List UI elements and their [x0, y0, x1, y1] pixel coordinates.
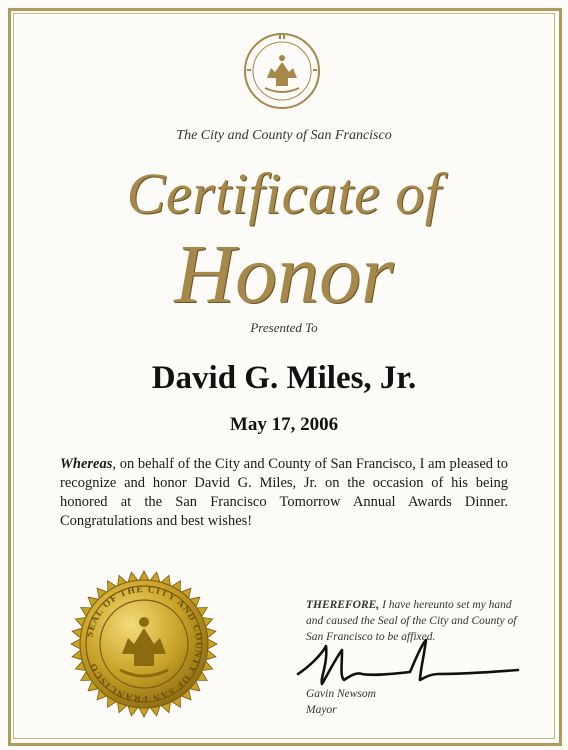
issuer-line: The City and County of San Francisco — [176, 128, 392, 143]
presented-to-label: Presented To — [250, 320, 318, 335]
handwritten-signature — [292, 636, 522, 692]
award-date: May 17, 2006 — [229, 414, 339, 435]
recipient-name: David G. Miles, Jr. — [151, 360, 417, 396]
certificate-title-line1: Certificate of — [126, 161, 442, 226]
city-seal-emblem — [243, 32, 321, 110]
seal-ring-text: SEAL OF THE CITY AND COUNTY OF SAN FRANCISCO — [85, 584, 204, 704]
certificate-title-line2: Honor — [174, 228, 394, 321]
body-text: , on behalf of the City and County of San Francisco, I am pleased to recognize and honor David G. Miles, Jr. on the occasion of his being honored at the San Francisco Tomorrow Annual Awards Dinner. Congratulations and best wishes! — [60, 456, 508, 529]
closing-lead-word: THEREFORE, — [306, 599, 380, 611]
body-lead-word: Whereas — [60, 456, 113, 472]
signer-name: Gavin Newsom — [306, 688, 376, 700]
gold-foil-seal-icon — [70, 570, 218, 718]
certificate-body — [60, 455, 508, 531]
signer-title: Mayor — [306, 704, 337, 716]
closing-text: I have hereunto set my hand and caused the Seal of the City and County of San Francisco to be affixed. — [306, 599, 517, 643]
